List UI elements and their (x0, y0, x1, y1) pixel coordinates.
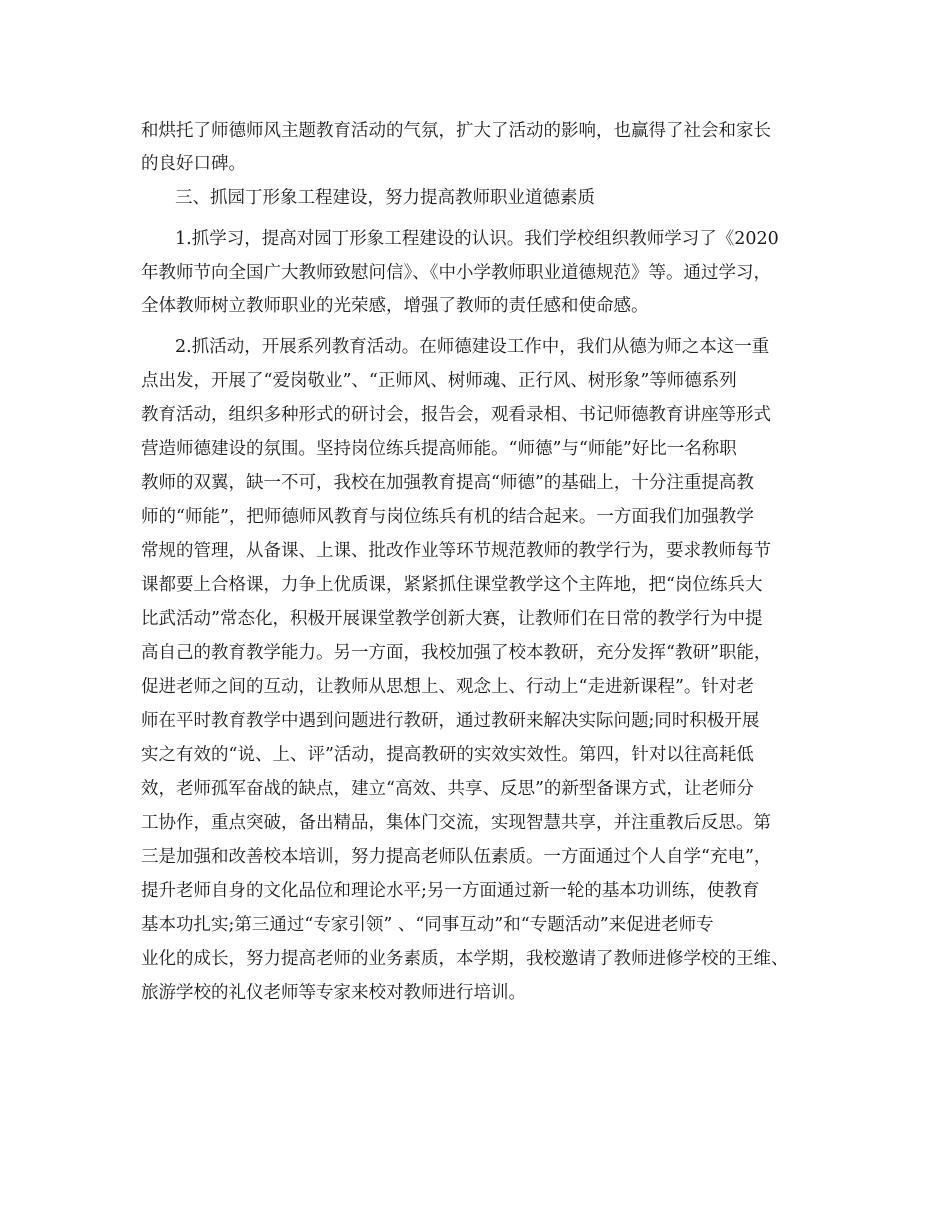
body-text-line: 基本功扎实;第三通过“专家引领” 、“同事互动”和“专题活动”来促进老师专 (141, 915, 714, 935)
body-text-line: 课都要上合格课，力争上优质课，紧紧抓住课堂教学这个主阵地，把“岗位练兵大 (141, 575, 763, 595)
body-text-line: 提升老师自身的文化品位和理论水平;另一方面通过新一轮的基本功训练，使教育 (141, 881, 760, 901)
body-text-line: 效，老师孤军奋战的缺点，建立“高效、共享、反思”的新型备课方式，让老师分 (141, 779, 754, 799)
body-text-line: 教育活动，组织多种形式的研讨会，报告会，观看录相、书记师德教育讲座等形式 (141, 405, 771, 425)
body-text-line: 教师的双翼，缺一不可，我校在加强教育提高“师德”的基础上，十分注重提高教 (141, 473, 754, 493)
body-text-line: 全体教师树立教师职业的光荣感，增强了教师的责任感和使命感。 (141, 296, 649, 316)
body-text-line: 1.抓学习，提高对园丁形象工程建设的认识。我们学校组织教师学习了《2020 (175, 229, 779, 249)
body-text-line: 点出发，开展了“爱岗敬业”、“正师风、树师魂、正行风、树形象”等师德系列 (141, 371, 737, 391)
body-text-line: 常规的管理，从备课、上课、批改作业等环节规范教师的教学行为，要求教师每节 (141, 541, 771, 561)
body-text-line: 工协作，重点突破，备出精品，集体门交流，实现智慧共享，并注重教后反思。第 (141, 813, 771, 833)
body-text-line: 促进老师之间的互动，让教师从思想上、观念上、行动上“走进新课程”。针对老 (141, 677, 754, 697)
body-text-line: 业化的成长，努力提高老师的业务素质，本学期，我校邀请了教师进修学校的王维、 (141, 949, 789, 969)
body-text-line: 年教师节向全国广大教师致慰问信》、《中小学教师职业道德规范》等。通过学习， (141, 263, 771, 283)
body-text-line: 营造师德建设的氛围。坚持岗位练兵提高师能。“师德”与“师能”好比一名称职 (141, 439, 737, 459)
body-text-line: 师在平时教育教学中遇到问题进行教研，通过教研来解决实际问题;同时积极开展 (141, 711, 760, 731)
body-text-line: 旅游学校的礼仪老师等专家来校对教师进行培训。 (141, 983, 526, 1003)
section-heading: 三、抓园丁形象工程建设，努力提高教师职业道德素质 (175, 188, 595, 208)
body-text-line: 的良好口碑。 (141, 154, 246, 174)
body-text-line: 高自己的教育教学能力。另一方面，我校加强了校本教研，充分发挥“教研”职能， (141, 643, 772, 663)
body-text-line: 实之有效的“说、上、评”活动，提高教研的实效实效性。第四，针对以往高耗低 (141, 745, 754, 765)
body-text-line: 师的“师能”，把师德师风教育与岗位练兵有机的结合起来。一方面我们加强教学 (141, 507, 754, 527)
body-text-line: 比武活动”常态化，积极开展课堂教学创新大赛，让教师们在日常的教学行为中提 (141, 609, 763, 629)
body-text-line: 和烘托了师德师风主题教育活动的气氛，扩大了活动的影响，也赢得了社会和家长 (141, 121, 771, 141)
body-text-line: 2.抓活动，开展系列教育活动。在师德建设工作中，我们从德为师之本这一重 (175, 337, 770, 357)
body-text-line: 三是加强和改善校本培训，努力提高老师队伍素质。一方面通过个人自学“充电”， (141, 847, 772, 867)
